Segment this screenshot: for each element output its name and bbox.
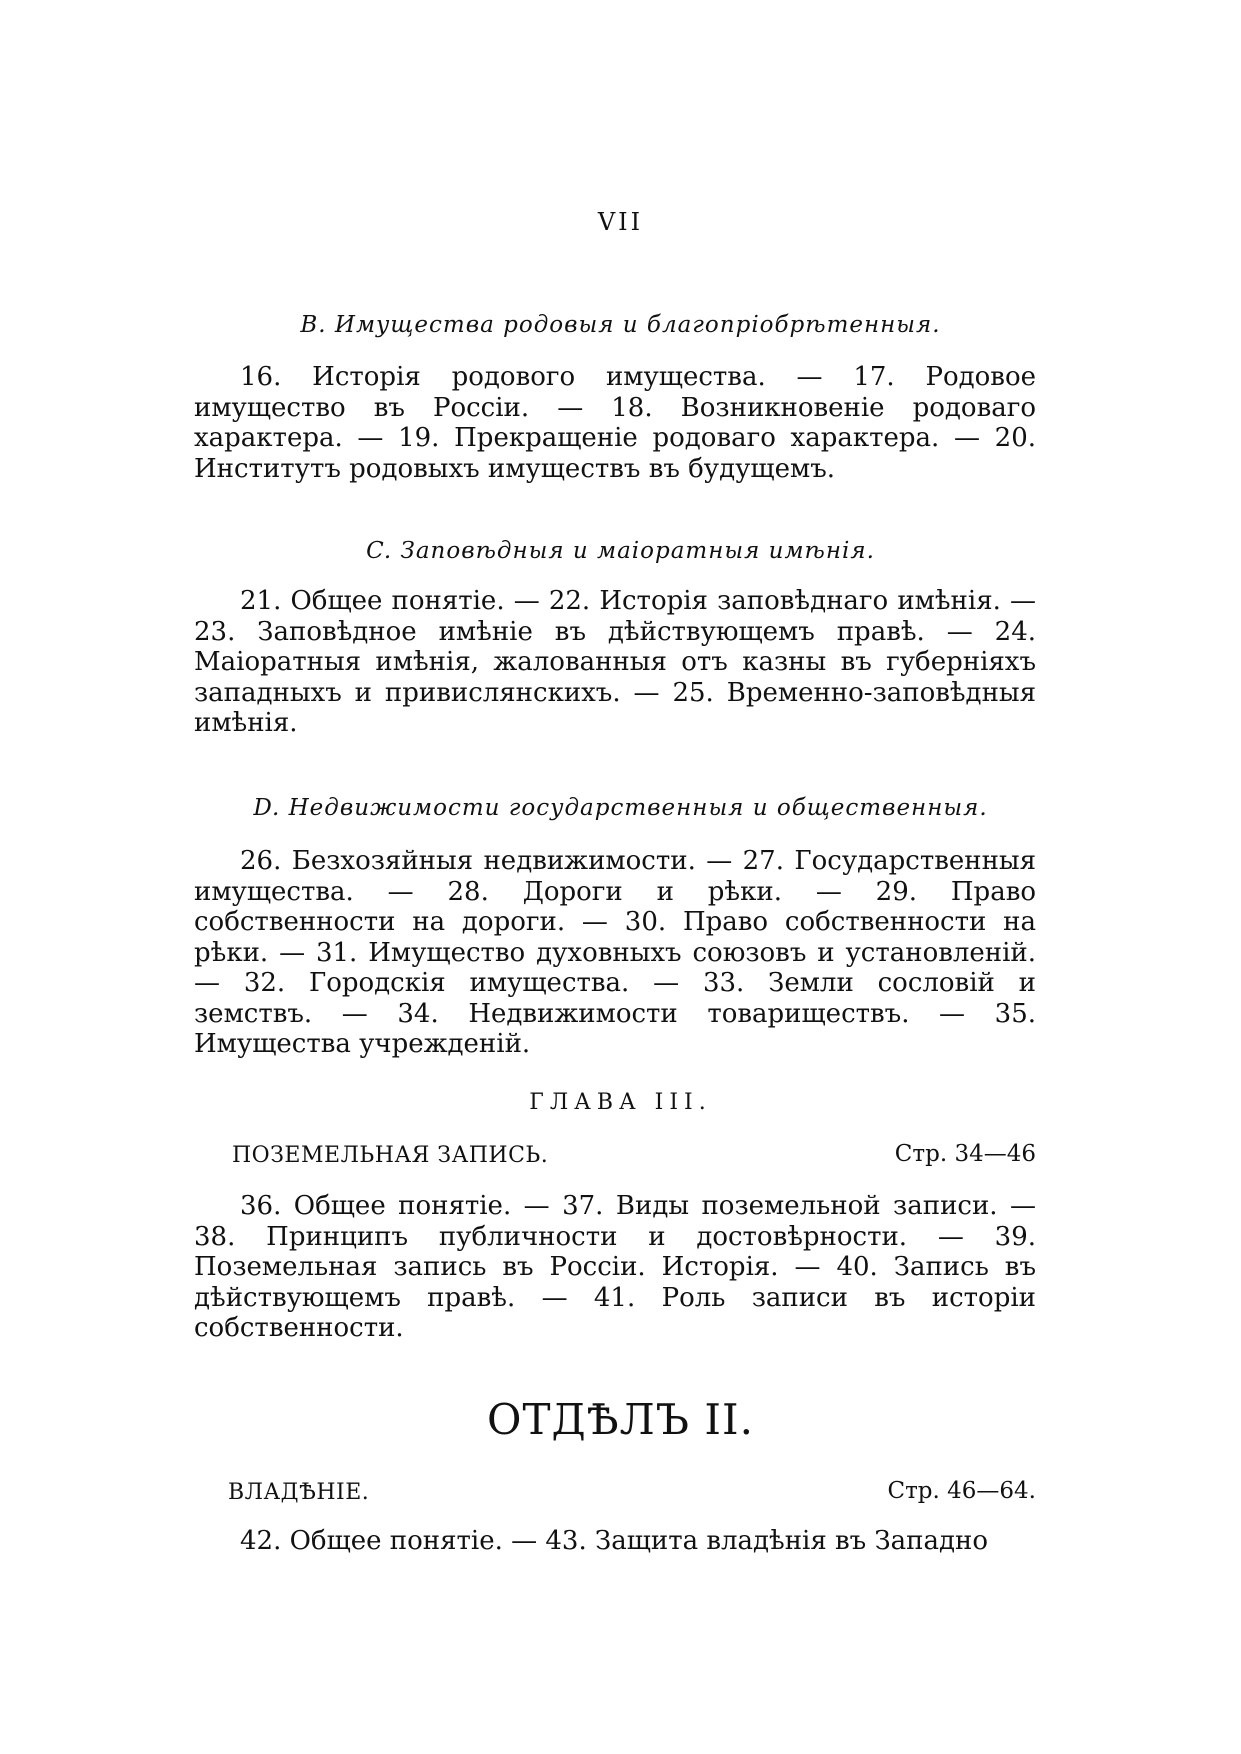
section-d-paragraph <box>194 846 1036 1060</box>
chapter-topic: ПОЗЕМЕЛЬНАЯ ЗАПИСЬ. <box>232 1143 549 1168</box>
chapter-pages: Стр. 34—46 <box>894 1141 1036 1167</box>
section-b-text: 16. Исторія родового имущества. — 17. Родовое имущество въ Россіи. — 18. Возникновеніе родоваго характера. — 19. Прекращеніе родоваго характера. — 20. Институтъ родовыхъ имуществъ въ будущемъ. <box>194 362 1036 484</box>
chapter-paragraph <box>194 1191 1036 1344</box>
chapter-text: 36. Общее понятіе. — 37. Виды поземельной записи. — 38. Принципъ публичности и достовѣрности. — 39. Поземельная запись въ Россіи. Исторія. — 40. Запись въ дѣйствующемъ правѣ. — 41. Роль записи въ исторіи собственности. <box>194 1191 1036 1343</box>
chapter-heading: ГЛАВА III. <box>529 1090 712 1115</box>
section-d-text: 26. Безхозяйныя недвижимости. — 27. Государственныя имущества. — 28. Дороги и рѣки. — 29. Право собственности на дороги. — 30. Право собственности на рѣки. — 31. Имущество духовныхъ союзовъ и установленій. — 32. Городскія имущества. — 33. Земли сословій и земствъ. — 34. Недвижимости товариществъ. — 35. Имущества учрежденій. <box>194 846 1036 1059</box>
section-b-heading: B. Имущества родовыя и благопріобрѣтенныя. <box>300 312 941 338</box>
page-number: VII <box>597 208 644 236</box>
section-c-paragraph <box>194 586 1036 739</box>
part-topic: ВЛАДѢНІЕ. <box>228 1480 370 1505</box>
part-paragraph <box>194 1526 1036 1557</box>
part-pages: Стр. 46—64. <box>887 1478 1036 1504</box>
section-b-paragraph <box>194 362 1036 484</box>
section-c-heading: C. Заповѣдныя и маіоратныя имѣнія. <box>366 538 875 564</box>
section-d-heading: D. Недвижимости государственныя и общественныя. <box>253 795 988 821</box>
section-c-text: 21. Общее понятіе. — 22. Исторія заповѣднаго имѣнія. — 23. Заповѣдное имѣніе въ дѣйствующемъ правѣ. — 24. Маіоратныя имѣнія, жалованныя отъ казны въ губерніяхъ западныхъ и привислянскихъ. — 25. Временно-заповѣдныя имѣнія. <box>194 586 1036 738</box>
part-text: 42. Общее понятіе. — 43. Защита владѣнія въ Западно <box>240 1526 988 1556</box>
part-heading: ОТДѢЛЪ II. <box>487 1395 754 1444</box>
